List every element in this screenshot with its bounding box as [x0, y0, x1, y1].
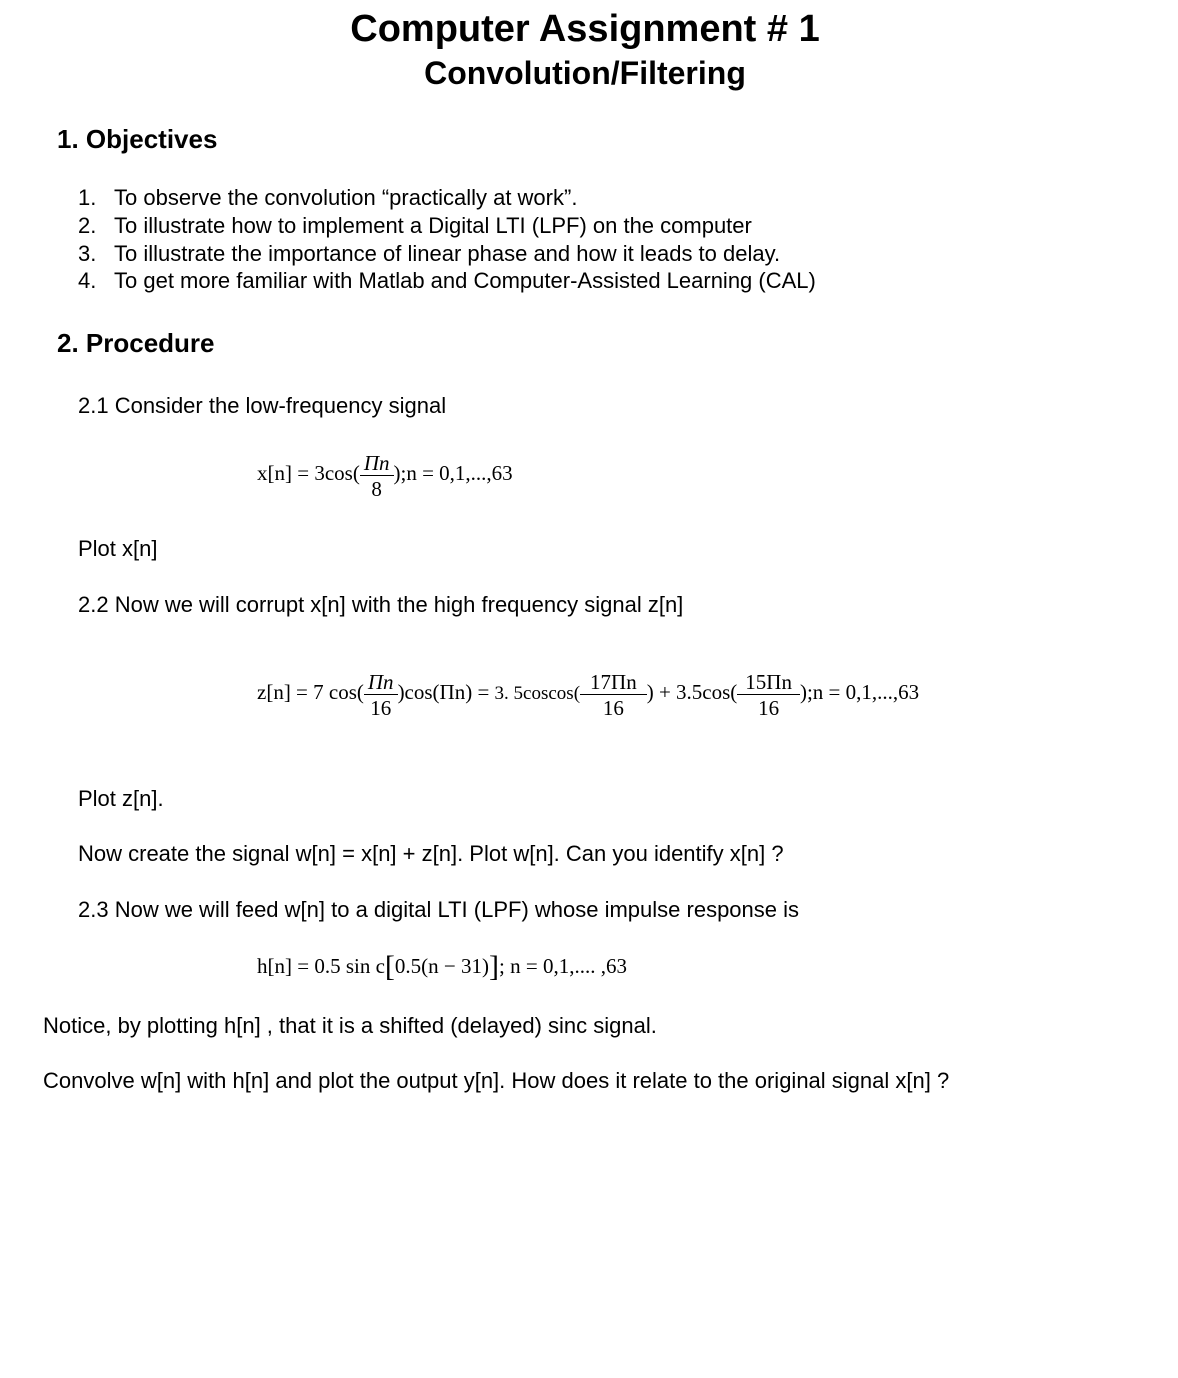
list-item-text: To illustrate how to implement a Digital LTI (LPF) on the computer	[114, 213, 752, 238]
list-item-number: 3.	[78, 241, 97, 266]
equation-h-lhs: h[n] = 0.5 sin c	[257, 954, 385, 978]
equation-z-denominator-3: 16	[758, 696, 780, 720]
equation-z-mid-3: ) + 3.5cos(	[646, 679, 738, 704]
list-item-number: 1.	[78, 185, 97, 210]
equation-x-numerator: Πn	[360, 452, 394, 476]
step-2-2-text: 2.2 Now we will corrupt x[n] with the high frequency signal z[n]	[78, 592, 684, 617]
equation-z-rhs: );n = 0,1,...,63	[799, 679, 920, 704]
list-item	[78, 185, 577, 211]
equation-z-mid-2: 3. 5coscos(	[494, 682, 581, 704]
list-item-text: To get more familiar with Matlab and Computer-Assisted Learning (CAL)	[114, 268, 816, 293]
convolve-text: Convolve w[n] with h[n] and plot the output y[n]. How does it relate to the original signal x[n] ?	[43, 1068, 950, 1093]
list-item	[78, 268, 816, 294]
equation-z-mid-1: )cos(Πn) =	[397, 679, 495, 704]
create-w-text: Now create the signal w[n] = x[n] + z[n]. Plot w[n]. Can you identify x[n] ?	[78, 841, 784, 866]
procedure-heading: 2. Procedure	[57, 328, 215, 358]
equation-z-fraction-1	[364, 671, 398, 719]
equation-x	[257, 451, 513, 499]
equation-h-right-bracket: ]	[489, 950, 500, 983]
equation-z	[257, 670, 919, 718]
equation-z-numerator-3: 15Πn	[737, 671, 800, 695]
equation-z-fraction-2	[580, 671, 647, 719]
equation-h-inner: 0.5(n − 31)	[394, 954, 490, 978]
equation-z-denominator-1: 16	[370, 696, 392, 720]
equation-z-numerator-1: Πn	[364, 671, 398, 695]
list-item	[78, 213, 752, 239]
page-subtitle: Convolution/Filtering	[424, 55, 746, 91]
equation-x-denominator: 8	[371, 477, 382, 501]
equation-x-lhs: x[n] = 3cos(	[257, 460, 360, 485]
equation-z-lhs: z[n] = 7 cos(	[257, 679, 364, 704]
equation-h-left-bracket: [	[384, 950, 395, 983]
equation-h-rhs: ; n = 0,1,.... ,63	[499, 954, 627, 978]
objectives-heading: 1. Objectives	[57, 124, 218, 154]
equation-z-fraction-3	[737, 671, 800, 719]
list-item-number: 4.	[78, 268, 97, 293]
plot-x-text: Plot x[n]	[78, 536, 158, 561]
equation-h	[257, 950, 627, 984]
notice-text: Notice, by plotting h[n] , that it is a shifted (delayed) sinc signal.	[43, 1013, 657, 1038]
list-item-text: To observe the convolution “practically at work”.	[114, 185, 578, 210]
step-2-3-text: 2.3 Now we will feed w[n] to a digital LTI (LPF) whose impulse response is	[78, 897, 800, 922]
equation-z-denominator-2: 16	[602, 696, 624, 720]
step-2-1-text: 2.1 Consider the low-frequency signal	[78, 393, 447, 418]
page-title: Computer Assignment # 1	[350, 8, 820, 50]
equation-z-numerator-2: 17Πn	[580, 671, 647, 695]
equation-x-rhs: );n = 0,1,...,63	[393, 460, 513, 485]
equation-x-fraction	[360, 452, 394, 500]
list-item	[78, 241, 780, 267]
plot-z-text: Plot z[n].	[78, 786, 164, 811]
list-item-text: To illustrate the importance of linear phase and how it leads to delay.	[114, 241, 781, 266]
list-item-number: 2.	[78, 213, 97, 238]
